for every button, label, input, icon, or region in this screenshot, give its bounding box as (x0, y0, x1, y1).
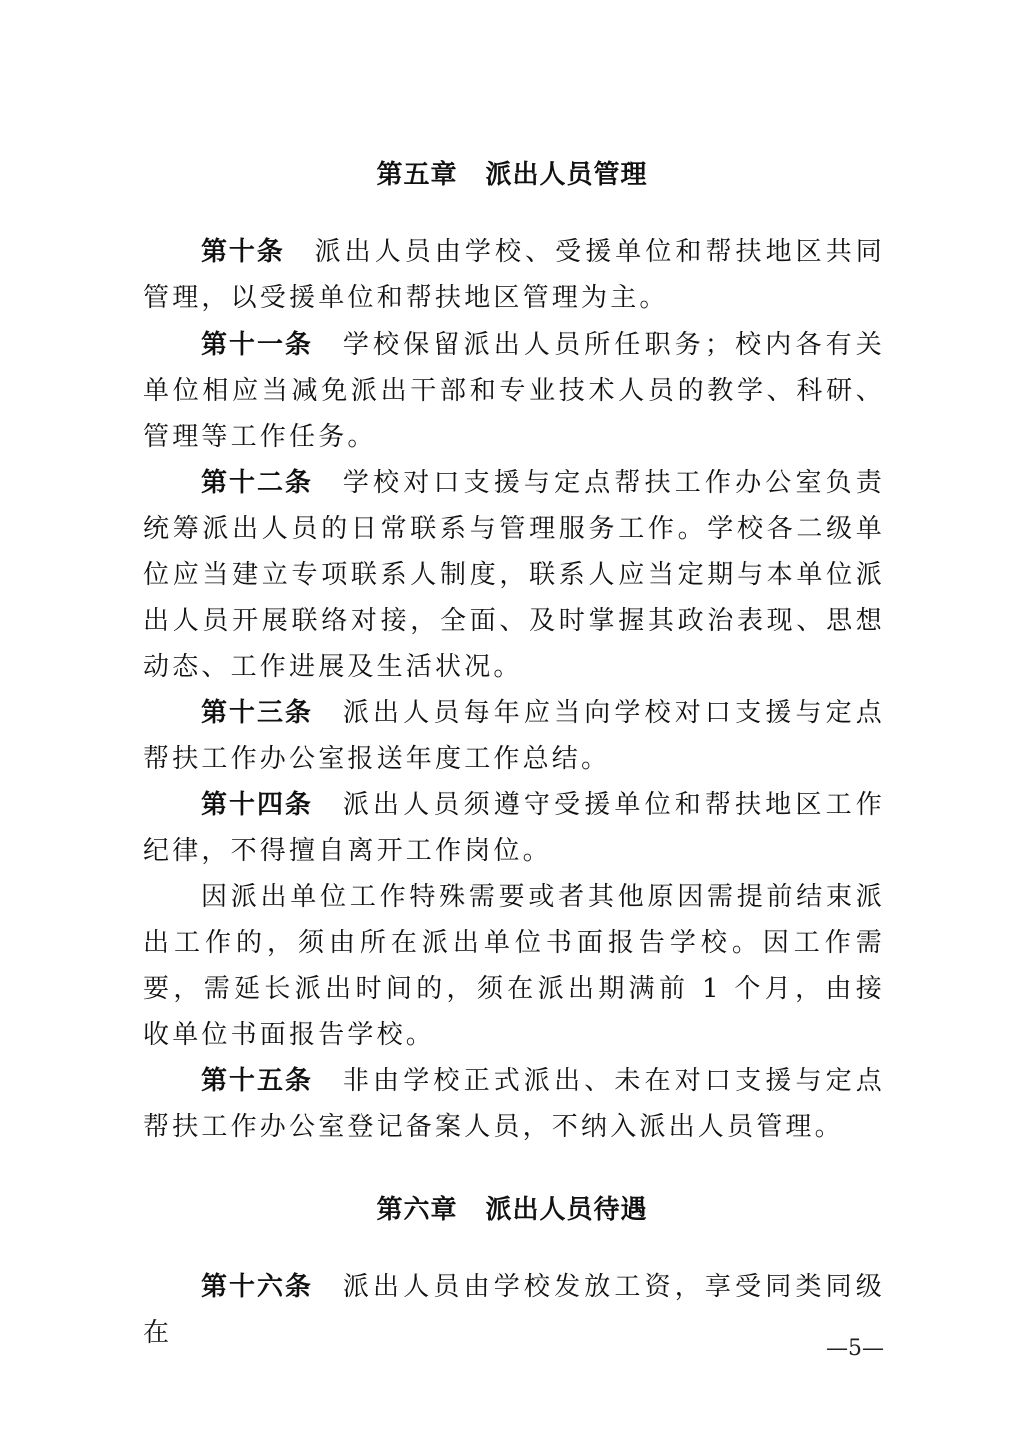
chapter-5-heading (0, 160, 1024, 190)
article-14-label: 第十四条 (201, 790, 313, 820)
chapter-6-title: 派出人员待遇 (485, 1195, 648, 1225)
page-number: —5— (826, 1336, 884, 1361)
article-11-text: 学校保留派出人员所任职务；校内各有关单位相应当减免派出干部和专业技术人员的教学、科研、管理等工作任务。 (143, 330, 885, 452)
article-15-text: 非由学校正式派出、未在对口支援与定点帮扶工作办公室登记备案人员，不纳入派出人员管理。 (143, 1066, 885, 1142)
article-12 (143, 460, 885, 690)
article-15-label: 第十五条 (201, 1066, 313, 1096)
article-12-label: 第十二条 (201, 468, 313, 498)
chapter-5-number: 第五章 (376, 160, 458, 190)
article-10-label: 第十条 (201, 237, 285, 267)
article-14-paragraph-2 (143, 874, 885, 1058)
chapter-5-title: 派出人员管理 (485, 160, 648, 190)
article-14 (143, 782, 885, 874)
article-16 (143, 1264, 885, 1356)
article-15 (143, 1058, 885, 1150)
article-11 (143, 322, 885, 460)
article-16-label: 第十六条 (201, 1272, 313, 1302)
article-11-label: 第十一条 (201, 330, 313, 360)
article-14-text: 派出人员须遵守受援单位和帮扶地区工作纪律，不得擅自离开工作岗位。 (143, 790, 885, 866)
chapter-6-heading (0, 1195, 1024, 1225)
article-13-label: 第十三条 (201, 698, 313, 728)
article-16-text: 派出人员由学校发放工资，享受同类同级在 (143, 1272, 885, 1348)
article-10-text: 派出人员由学校、受援单位和帮扶地区共同管理，以受援单位和帮扶地区管理为主。 (143, 237, 885, 313)
article-10 (143, 229, 885, 321)
chapter-6-number: 第六章 (376, 1195, 458, 1225)
article-13-text: 派出人员每年应当向学校对口支援与定点帮扶工作办公室报送年度工作总结。 (143, 698, 885, 774)
article-12-text: 学校对口支援与定点帮扶工作办公室负责统筹派出人员的日常联系与管理服务工作。学校各二级单位应当建立专项联系人制度，联系人应当定期与本单位派出人员开展联络对接，全面、及时掌握其政治表现、思想动态、工作进展及生活状况。 (143, 468, 885, 682)
article-14-paragraph-2-text: 因派出单位工作特殊需要或者其他原因需提前结束派出工作的，须由所在派出单位书面报告学校。因工作需要，需延长派出时间的，须在派出期满前 1 个月，由接收单位书面报告学校。 (143, 882, 885, 1050)
article-13 (143, 690, 885, 782)
